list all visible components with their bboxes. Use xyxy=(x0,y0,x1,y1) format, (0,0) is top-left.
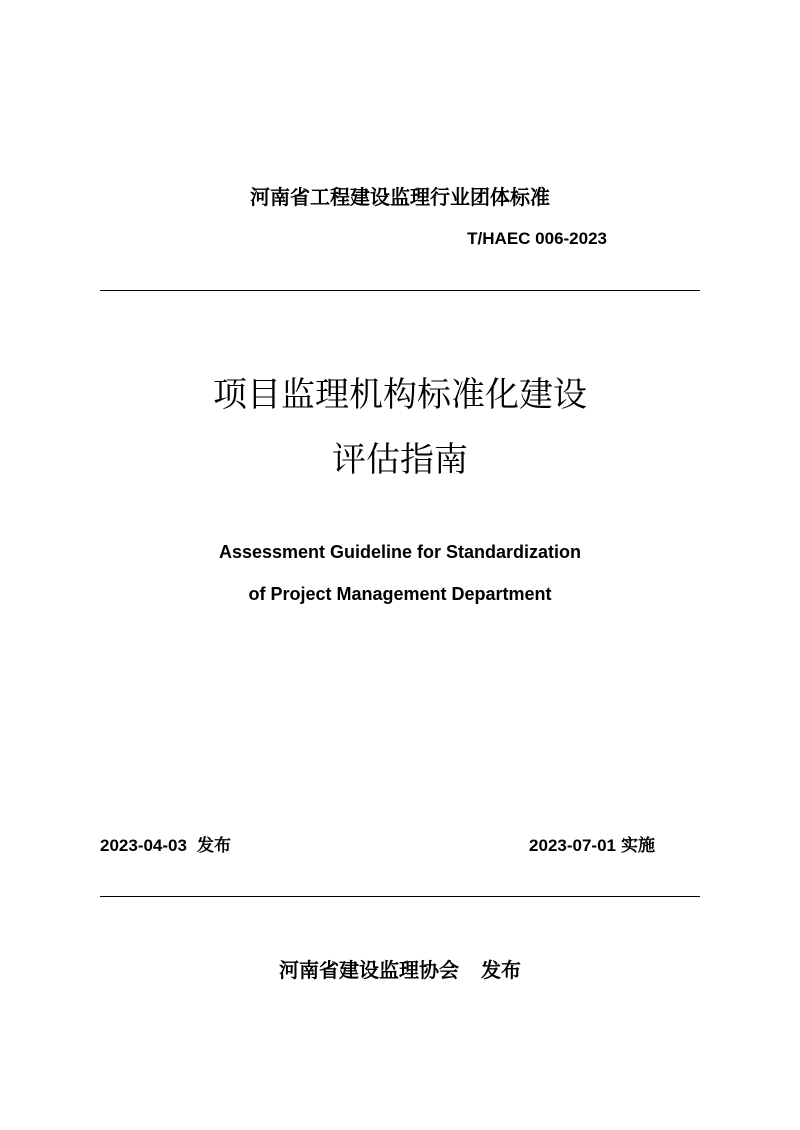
effective-date-block xyxy=(529,835,655,857)
issue-label: 发布 xyxy=(196,836,231,856)
english-title-line2: of Project Management Department xyxy=(248,584,552,604)
publish-label: 发布 xyxy=(481,958,521,982)
bottom-divider xyxy=(100,896,700,897)
issue-date-block xyxy=(100,835,231,857)
document-title-line1: 项目监理机构标准化建设 xyxy=(213,375,587,415)
document-title-line2: 评估指南 xyxy=(332,440,468,480)
english-title-line1: Assessment Guideline for Standardization xyxy=(218,542,582,562)
publisher-line xyxy=(0,958,800,982)
issue-date: 2023-04-03 xyxy=(100,836,187,855)
effective-label: 实施 xyxy=(621,836,655,856)
publisher-name: 河南省建设监理协会 xyxy=(279,958,459,982)
org-standard-heading: 河南省工程建设监理行业团体标准 xyxy=(250,185,550,209)
top-divider xyxy=(100,290,700,291)
standard-code: T/HAEC 006-2023 xyxy=(467,229,607,248)
effective-date: 2023-07-01 xyxy=(529,836,616,855)
